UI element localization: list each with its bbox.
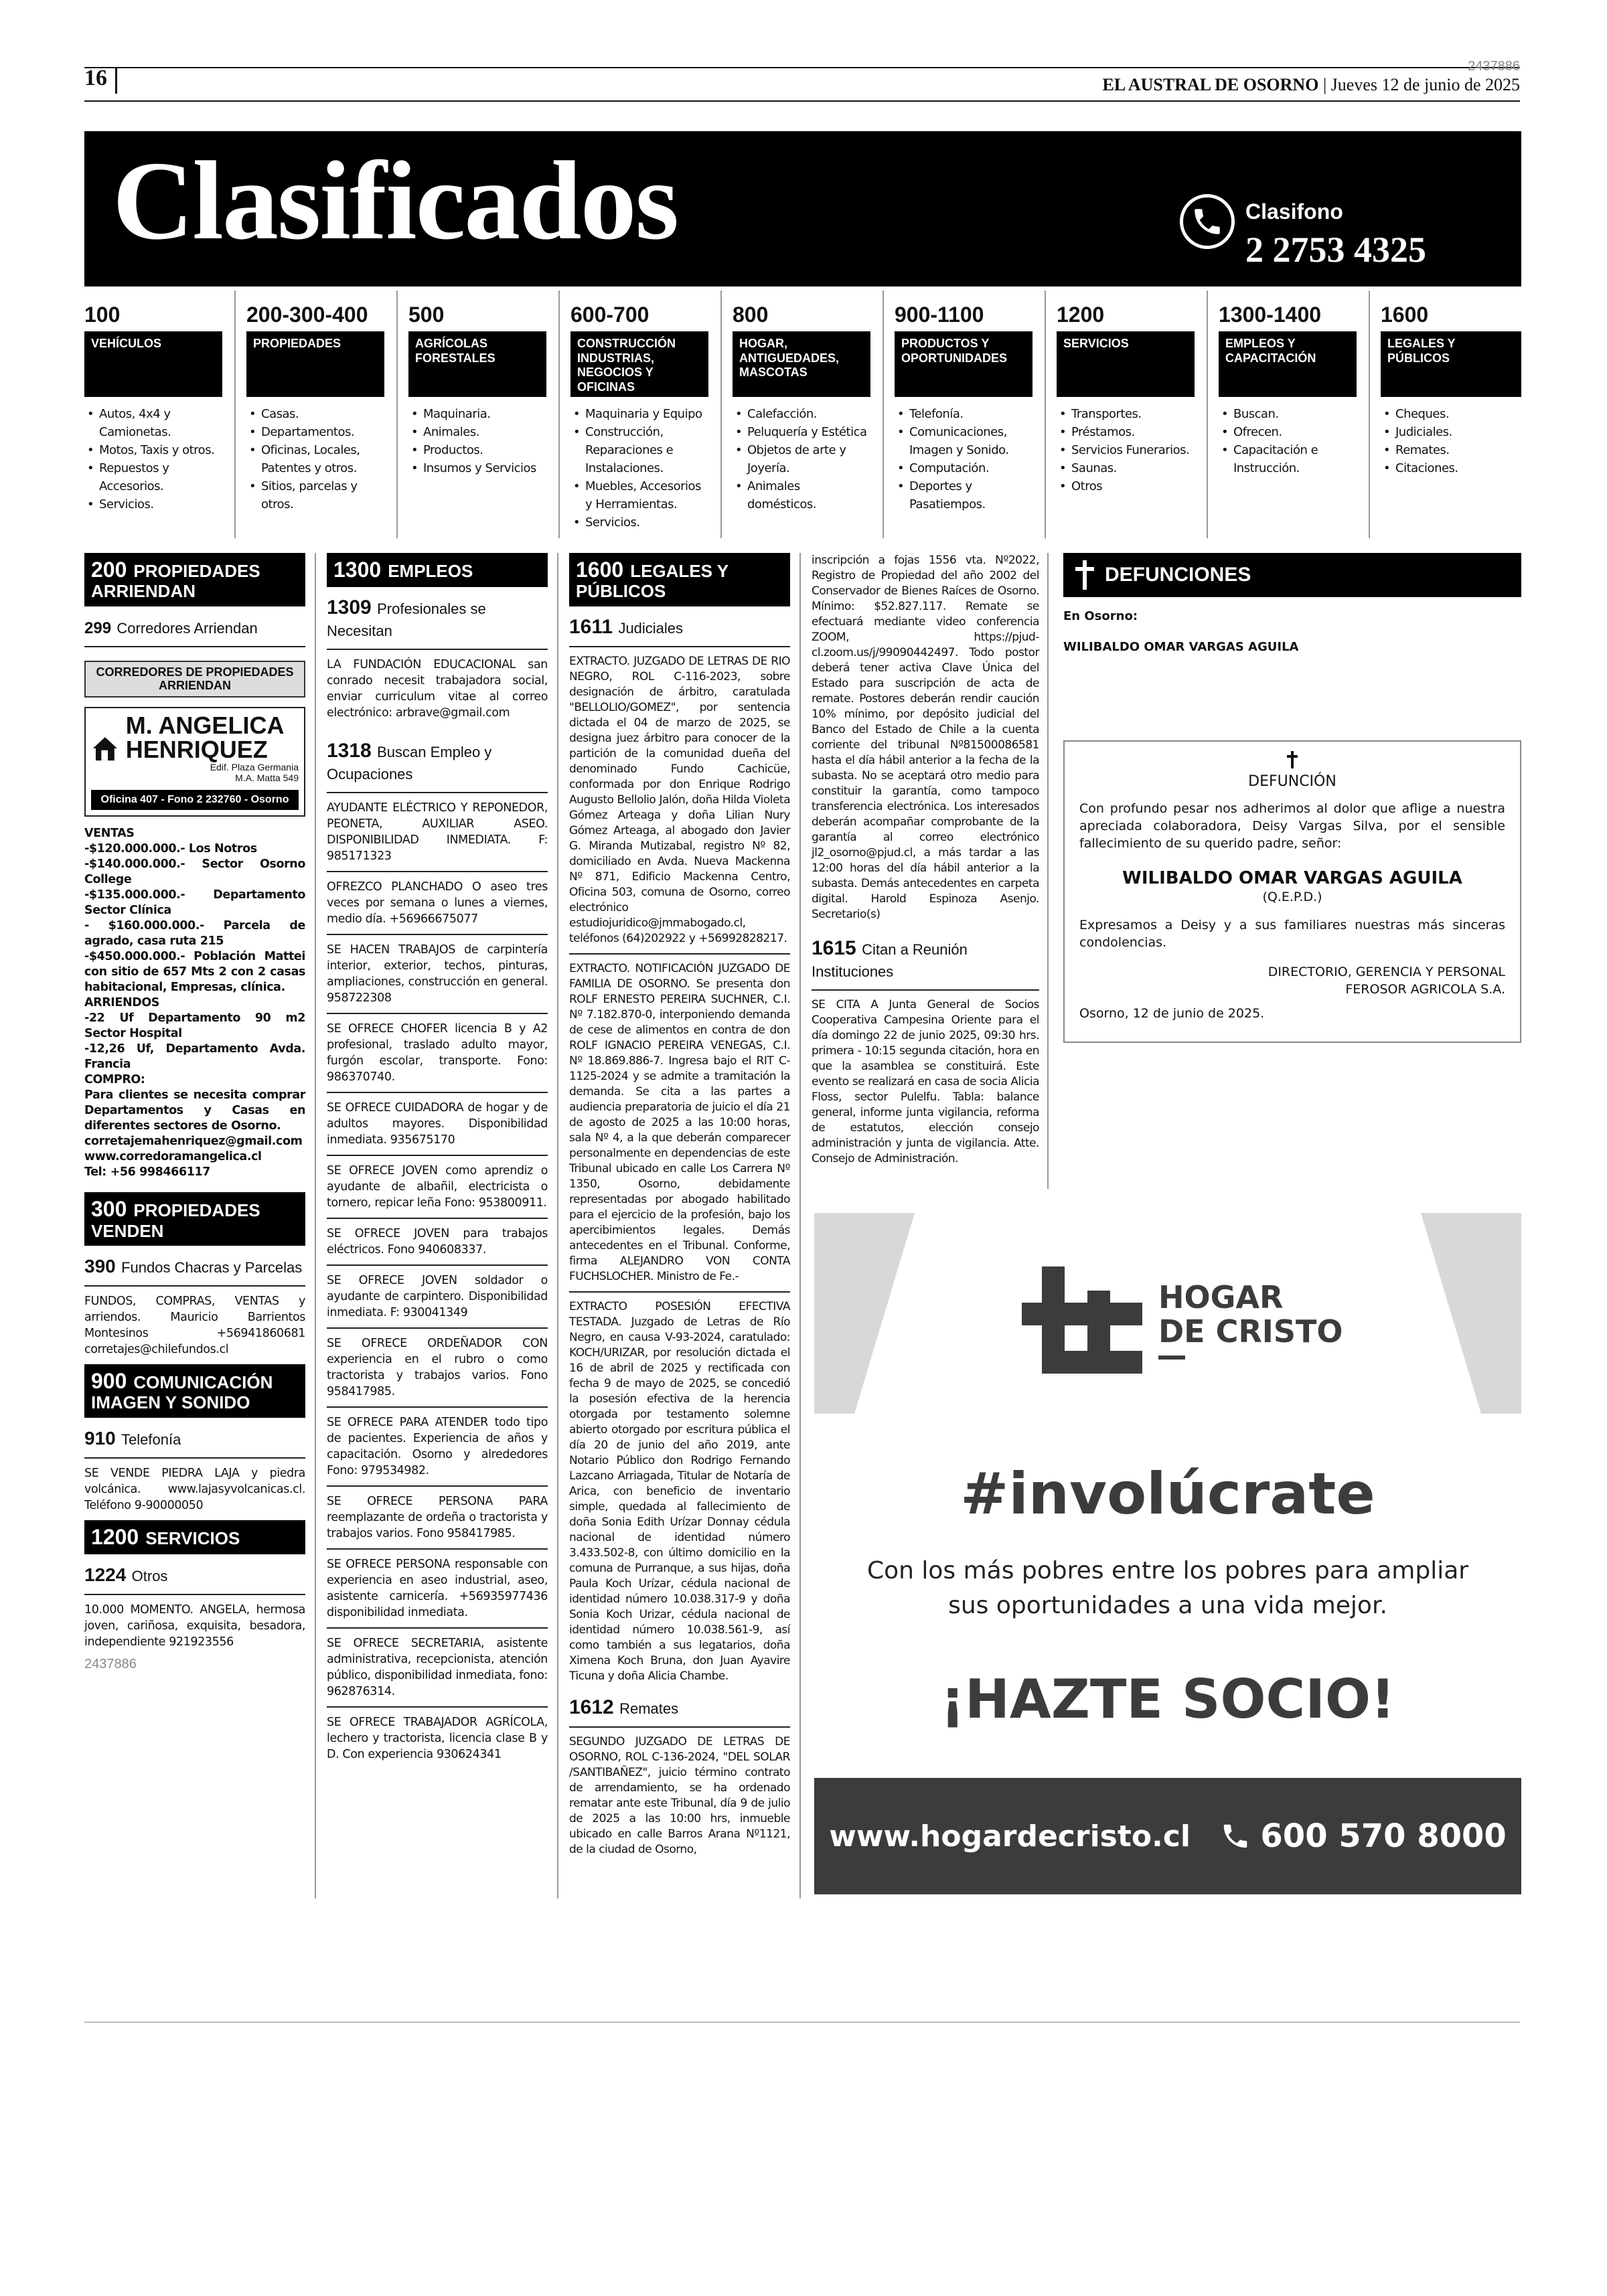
divider — [327, 792, 548, 793]
job-ad: SE HACEN TRABAJOS de carpintería interior, exterior, techos, pinturas, ampliaciones, construcción en general. 958722308 — [327, 943, 548, 1005]
hogar-brand-line-1: HOGAR — [1158, 1279, 1284, 1316]
category-label: EMPLEOS Y CAPACITACIÓN — [1219, 331, 1357, 397]
divider — [812, 989, 1039, 991]
job-ad: SE OFRECE ORDEÑADOR CON experiencia en el rubro o como tractorista y trabajos varios. Fono 958417985. — [327, 1337, 548, 1399]
divider — [327, 1548, 548, 1550]
category-number: 500 — [408, 303, 445, 327]
column-divider — [1047, 553, 1049, 1189]
column-empleos — [327, 553, 548, 1769]
column-remates-citaciones — [812, 553, 1039, 1167]
category-divider — [396, 291, 398, 538]
divider — [327, 1627, 548, 1629]
divider — [84, 1594, 305, 1595]
category-item: • Citaciones. — [1381, 459, 1521, 477]
divider — [327, 1706, 548, 1708]
divider — [327, 1013, 548, 1014]
category-item: • Telefonía. — [895, 405, 1032, 423]
section-header-300 — [84, 1192, 305, 1246]
divider — [327, 871, 548, 872]
subsection-title: Corredores Arriendan — [117, 619, 258, 637]
category-label: LEGALES Y PÚBLICOS — [1381, 331, 1521, 397]
category-label: VEHÍCULOS — [84, 331, 222, 397]
subsection-1309 — [327, 596, 548, 641]
category-item: • Peluquería y Estética — [733, 423, 870, 441]
subsection-1611 — [569, 616, 790, 638]
logo-address-2: M.A. Matta 549 — [235, 772, 299, 784]
defuncion-notice-box — [1063, 740, 1521, 1043]
category-items — [408, 405, 546, 477]
momento-ad: 10.000 MOMENTO. ANGELA, hermosa joven, cariñosa, exquisita, besadora, independiente 921923556 — [84, 1603, 305, 1649]
fundos-ad: FUNDOS, COMPRAS, VENTAS y arriendos. Mauricio Barrientos Montesinos +56941860681 corretajes@chilefundos.cl — [84, 1295, 305, 1357]
divider — [327, 1485, 548, 1487]
category-items — [1219, 405, 1357, 477]
defunciones-city: En Osorno: — [1063, 609, 1138, 623]
doc-id-bottom: 2437886 — [84, 1657, 137, 1672]
category-number: 1600 — [1381, 303, 1429, 327]
hogar-brand-line-2: DE CRISTO — [1158, 1313, 1343, 1349]
subsection-number: 1318 — [327, 740, 372, 762]
divider — [327, 649, 548, 650]
section-number: 1200 — [91, 1524, 139, 1549]
section-header-1200 — [84, 1520, 305, 1554]
divider — [327, 1327, 548, 1329]
section-number: 900 — [91, 1369, 127, 1394]
job-ad: SE OFRECE CHOFER licencia B y A2 profesional, traslado adulto mayor, furgón escolar, transporte. Fono: 986370740. — [327, 1022, 548, 1084]
defuncion-signature-1: DIRECTORIO, GERENCIA Y PERSONAL — [1268, 965, 1505, 979]
divider — [327, 1264, 548, 1266]
hogar-cta: ¡HAZTE SOCIO! — [940, 1668, 1395, 1730]
subsection-1224 — [84, 1564, 305, 1586]
section-header-900 — [84, 1364, 305, 1418]
page-number: 16 — [84, 66, 107, 90]
job-ad: AYUDANTE ELÉCTRICO Y REPONEDOR, PEONETA, AUXILIAR ASEO. DISPONIBILIDAD INMEDIATA. F: 985171323 — [327, 801, 548, 864]
subsection-title: Remates — [619, 1700, 679, 1717]
hogar-footer-bar — [814, 1778, 1521, 1894]
category-number: 800 — [733, 303, 769, 327]
job-ad: SE OFRECE SECRETARIA, asistente administrativa, recepcionista, atención público, disponibilidad inmediata, fono: 962876314. — [327, 1637, 548, 1699]
divider — [327, 1406, 548, 1408]
defuncion-date: Osorno, 12 de junio de 2025. — [1079, 1006, 1265, 1021]
issue-date: Jueves 12 de junio de 2025 — [1330, 75, 1520, 94]
hogar-tagline-1: Con los más pobres entre los pobres para ampliar — [866, 1557, 1469, 1584]
hogar-hashtag: #involúcrate — [960, 1461, 1375, 1528]
divider — [84, 1285, 305, 1287]
doc-id-top: 2437886 — [1468, 59, 1520, 74]
house-icon — [91, 724, 119, 773]
category-label: HOGAR, ANTIGUEDADES, MASCOTAS — [733, 331, 870, 397]
category-label: PROPIEDADES — [246, 331, 384, 397]
job-ad: SE OFRECE CUIDADORA de hogar y de adultos mayores. Disponibilidad inmediata. 935675170 — [327, 1101, 548, 1147]
section-title: COMUNICACIÓN IMAGEN Y SONIDO — [91, 1372, 273, 1413]
category-item: • Comunicaciones, Imagen y Sonido. — [895, 423, 1032, 459]
section-title: EMPLEOS — [388, 561, 473, 581]
category-items — [570, 405, 708, 531]
category-item: • Maquinaria. — [408, 405, 546, 423]
category-item: • Construcción, Reparaciones e Instalaciones. — [570, 423, 708, 477]
section-header-1600 — [569, 553, 790, 606]
angelica-henriquez-logo — [84, 707, 305, 817]
angelica-listings: VENTAS -$120.000.000.- Los Notros -$140.000.000.- Sector Osorno College -$135.000.000.- Departamento Sector Clínica - $160.000.000.- Parcela de agrado, casa ruta 215 -$450.000.000.- Población Mattei con sitio de 657 Mts 2 con 2 casas habitacional, Empresas, clínica. ARRIENDOS -22 Uf Departamento 90 m2 Sector Hospital -12,26 Uf, Departamento Avda. Francia COMPRO: Para clientes se necesita comprar Departamentos y Casas en diferentes sectores de Osorno. corretajemahenriquez@gmail.com www.corredoramangelica.cl Tel: +56 998466117 — [84, 827, 305, 1179]
category-1300-1400 — [1219, 303, 1357, 537]
phone-icon — [1180, 194, 1235, 249]
category-number: 200-300-400 — [246, 303, 368, 327]
subsection-title: Otros — [131, 1568, 168, 1585]
divider — [569, 1291, 790, 1293]
category-item: • Cheques. — [1381, 405, 1521, 423]
job-ad: SE OFRECE PERSONA PARA reemplazante de ordeña o tractorista y trabajos varios. Fono 958417985. — [327, 1495, 548, 1541]
category-item: • Maquinaria y Equipo — [570, 405, 708, 423]
category-1200 — [1057, 303, 1195, 537]
category-item: • Computación. — [895, 459, 1032, 477]
hogar-logo — [1022, 1266, 1343, 1374]
divider — [569, 646, 790, 647]
category-200-300-400 — [246, 303, 384, 537]
category-divider — [720, 291, 722, 538]
job-ad: SE OFRECE PARA ATENDER todo tipo de pacientes. Experiencia de años y capacitación. Osorno y alrededores Fono: 979534982. — [327, 1416, 548, 1478]
job-ad: OFREZCO PLANCHADO O aseo tres veces por semana o lunes a viernes, medio día. +56966675077 — [327, 880, 548, 926]
category-item: • Productos. — [408, 441, 546, 459]
category-item: • Ofrecen. — [1219, 423, 1357, 441]
clasifono-label: Clasifono — [1245, 199, 1343, 224]
category-divider — [558, 291, 560, 538]
subsection-390 — [84, 1255, 305, 1277]
category-item: • Saunas. — [1057, 459, 1195, 477]
subsection-title: Citan a Reunión Instituciones — [812, 941, 968, 980]
subsection-number: 1611 — [569, 615, 613, 638]
defuncion-condolences: Expresamos a Deisy y a sus familiares nuestras más sinceras condolencias. — [1079, 918, 1505, 950]
clasifono-number: 2 2753 4325 — [1245, 230, 1426, 270]
subsection-number: 1224 — [84, 1564, 127, 1586]
category-divider — [1369, 291, 1370, 538]
column-divider — [557, 553, 558, 1898]
piedra-laja-ad: SE VENDE PIEDRA LAJA y piedra volcánica. www.lajasyvolcanicas.cl. Teléfono 9-90000050 — [84, 1466, 305, 1512]
category-label: PRODUCTOS Y OPORTUNIDADES — [895, 331, 1032, 397]
category-item: • Muebles, Accesorios y Herramientas. — [570, 477, 708, 513]
divider — [327, 934, 548, 935]
category-item: • Deportes y Pasatiempos. — [895, 477, 1032, 513]
defuncion-deceased-name: WILIBALDO OMAR VARGAS AGUILA — [1122, 868, 1462, 888]
category-item: • Autos, 4x4 y Camionetas. — [84, 405, 222, 441]
category-label: AGRÍCOLAS FORESTALES — [408, 331, 546, 397]
section-title: LEGALES Y PÚBLICOS — [576, 561, 729, 602]
category-label: SERVICIOS — [1057, 331, 1195, 397]
cita-notice: SE CITA A Junta General de Socios Cooperativa Campesina Oriente para el día domingo 22 de junio 2025, 09:30 hrs. primera - 10:15 segunda citación, hora en que la asamblea se constituirá. Este evento se realizará en casa de socia Alicia Floss, sector Pulelfu. Tabla: balance general, informe junta vigilancia, reforma de estatutos, elección consejo administración y junta de vigilancia. Atte. Consejo de Administración. — [812, 998, 1039, 1165]
column-propiedades — [84, 553, 305, 1672]
column-divider — [799, 553, 801, 1898]
category-item: • Departamentos. — [246, 423, 384, 441]
category-number: 900-1100 — [895, 303, 984, 327]
subsection-title: Profesionales se Necesitan — [327, 600, 486, 640]
job-ad: SE OFRECE JOVEN como aprendiz o ayudante de albañil, electricista o tornero, repicar leña Fono: 953800911. — [327, 1164, 548, 1210]
defunciones-title: DEFUNCIONES — [1105, 564, 1251, 586]
category-item: • Casas. — [246, 405, 384, 423]
section-number: 300 — [91, 1197, 127, 1222]
corredores-label: CORREDORES DE PROPIEDADES ARRIENDAN — [84, 661, 305, 698]
subsection-299 — [84, 616, 305, 638]
subsection-number: 299 — [84, 619, 112, 637]
job-ad: SE OFRECE JOVEN para trabajos eléctricos. Fono 940608337. — [327, 1227, 548, 1257]
subsection-title: Judiciales — [618, 619, 684, 637]
defuncion-title: DEFUNCIÓN — [1248, 773, 1336, 790]
category-item: • Servicios Funerarios. — [1057, 441, 1195, 459]
remate-continuation: inscripción a fojas 1556 vta. Nº2022, Registro de Propiedad del año 2002 del Conservador de Bienes Raíces de Osorno. Mínimo: $52.827.117. Remate se efectuará mediante video conferencia ZOOM, https://pjud-cl.zoom.us/j/99090442497. Todo postor deberá tener activa Clave Única del Estado para suscripción de acta de remate. Postores deberán rendir caución 10% mínimo, por depósito judicial del Banco del Estado de Chile a la cuenta corriente del tribunal Nº81500086581 hasta el día hábil anterior a la fecha de la subasta. No se aceptará otro medio para constituir la garantía, como tampoco transferencia electrónica. Los interesados deberán acompañar comprobante de la garantía al correo electrónico jl2_osorno@pjud.cl, a más tardar a las 12:00 horas del día hábil anterior a la subasta. Demás antecedentes en carpeta digital. Harold Espinoza Asenjo. Secretario(s) — [812, 554, 1039, 921]
section-header-1300 — [327, 553, 548, 587]
section-number: 1300 — [333, 558, 382, 582]
defunciones-header — [1063, 553, 1521, 597]
category-items — [895, 405, 1032, 513]
hogar-tagline-2: sus oportunidades a una vida mejor. — [948, 1592, 1387, 1619]
subsection-title: Telefonía — [121, 1430, 181, 1448]
category-index — [84, 303, 1521, 537]
category-800 — [733, 303, 870, 537]
subsection-number: 1309 — [327, 596, 372, 619]
category-items — [1057, 405, 1195, 495]
category-item: • Calefacción. — [733, 405, 870, 423]
job-ad: SE OFRECE TRABAJADOR AGRÍCOLA, lechero y tractorista, licencia clase B y D. Con experiencia 930624341 — [327, 1716, 548, 1762]
divider — [569, 1726, 790, 1728]
section-title: PROPIEDADES ARRIENDAN — [91, 561, 260, 602]
category-500 — [408, 303, 546, 537]
defuncion-qepd: (Q.E.P.D.) — [1262, 890, 1322, 904]
divider — [327, 1218, 548, 1219]
category-divider — [883, 291, 884, 538]
divider — [327, 1092, 548, 1093]
masthead-line: EL AUSTRAL DE OSORNO | Jueves 12 de junio de 2025 — [1102, 75, 1520, 94]
extracto-bellolio: EXTRACTO. JUZGADO DE LETRAS DE RIO NEGRO, ROL C-116-2023, sobre designación de árbitro, caratulada "BELLOLIO/GOMEZ", por sentencia dictada el 04 de marzo de 2025, se designa juez árbitro para conocer de la partición de la comunidad dueña del denominado Fundo Cachicüe, conformada por don Enrique Rodrigo Augusto Bellolio Jalón, doña Hilda Violeta Gómez Arteaga y doña Lilian Nury Gómez Arteaga, al abogado don Javier G. Miranda Mutizabal, registro Nº 82, domiciliado en Avda. Nueva Mackenna Nº 871, Edificio Mackenna Centro, Oficina 503, comuna de Osorno, correo electrónico estudiojuridico@jmmabogado.cl, teléfonos (64)202922 y +56992828217. — [569, 654, 790, 945]
category-item: • Otros — [1057, 477, 1195, 495]
subsection-1318 — [327, 740, 548, 784]
newspaper-name: EL AUSTRAL DE OSORNO — [1102, 75, 1319, 94]
category-divider — [234, 291, 236, 538]
category-1600 — [1381, 303, 1521, 537]
category-item: • Buscan. — [1219, 405, 1357, 423]
category-items — [1381, 405, 1521, 477]
category-item: • Préstamos. — [1057, 423, 1195, 441]
phone-icon — [1220, 1821, 1251, 1852]
category-item: • Servicios. — [570, 513, 708, 531]
defunciones-name: WILIBALDO OMAR VARGAS AGUILA — [1063, 640, 1299, 654]
category-item: • Animales domésticos. — [733, 477, 870, 513]
category-item: • Servicios. — [84, 495, 222, 513]
remate-notice: SEGUNDO JUZGADO DE LETRAS DE OSORNO, ROL C-136-2024, "DEL SOLAR /SANTIBAÑEZ", juicio término contrato de arrendamiento, se ha ordenado rematar ante este Tribunal, día 9 de julio de 2025 a las 10:00 hrs, inmueble ubicado en calle Barros Arana Nº1121, de la ciudad de Osorno, — [569, 1734, 790, 1856]
fundacion-ad: LA FUNDACIÓN EDUCACIONAL san conrado necesit trabajadora social, enviar curriculum vitae al correo electrónico: arbrave@gmail.com — [327, 658, 548, 720]
category-number: 600-700 — [570, 303, 649, 327]
category-item: • Objetos de arte y Joyería. — [733, 441, 870, 477]
section-title: PROPIEDADES VENDEN — [91, 1200, 260, 1241]
category-label: CONSTRUCCIÓN INDUSTRIAS, NEGOCIOS Y OFICINAS — [570, 331, 708, 397]
category-items — [246, 405, 384, 513]
subsection-number: 390 — [84, 1256, 116, 1277]
category-item: • Animales. — [408, 423, 546, 441]
job-ad: SE OFRECE PERSONA responsable con experiencia en aseo industrial, aseo, asistente carnicería. +56935977436 disponibilidad inmediata. — [327, 1558, 548, 1620]
column-divider — [315, 553, 316, 1898]
category-divider — [1045, 291, 1046, 538]
header-top-rule — [84, 67, 1520, 68]
hogar-url[interactable]: www.hogardecristo.cl — [829, 1819, 1191, 1854]
category-900-1100 — [895, 303, 1032, 537]
job-ad: SE OFRECE JOVEN soldador o ayudante de carpintero. Disponibilidad inmediata. F: 930041349 — [327, 1274, 548, 1320]
subsection-number: 910 — [84, 1427, 116, 1449]
clasificados-banner — [84, 131, 1521, 286]
category-item: • Insumos y Servicios — [408, 459, 546, 477]
category-divider — [1207, 291, 1208, 538]
subsection-number: 1612 — [569, 1696, 614, 1718]
category-600-700 — [570, 303, 708, 537]
category-item: • Oficinas, Locales, Patentes y otros. — [246, 441, 384, 477]
subsection-1612 — [569, 1696, 790, 1718]
column-legales — [569, 553, 790, 1858]
defuncion-cross-icon — [1079, 751, 1505, 773]
subsection-title: Fundos Chacras y Parcelas — [121, 1259, 303, 1277]
category-item: • Sitios, parcelas y otros. — [246, 477, 384, 513]
category-100 — [84, 303, 222, 537]
subsection-title: Buscan Empleo y Ocupaciones — [327, 744, 492, 783]
category-number: 1300-1400 — [1219, 303, 1322, 327]
section-header-200 — [84, 553, 305, 606]
cross-icon — [1075, 560, 1094, 590]
section-title: SERVICIOS — [145, 1528, 240, 1548]
divider — [569, 953, 790, 955]
category-item: • Repuestos y Accesorios. — [84, 459, 222, 495]
category-number: 100 — [84, 303, 121, 327]
banner-title: Clasificados — [112, 139, 678, 263]
category-item: • Capacitación e Instrucción. — [1219, 441, 1357, 477]
divider — [84, 646, 305, 647]
hogar-de-cristo-logo-icon — [1022, 1266, 1142, 1374]
subsection-number: 1615 — [812, 937, 856, 959]
category-items — [84, 405, 222, 513]
category-items — [733, 405, 870, 513]
logo-address-1: Edif. Plaza Germania — [210, 762, 299, 773]
hogar-de-cristo-ad — [814, 1213, 1521, 1894]
category-item: • Transportes. — [1057, 405, 1195, 423]
page-number-divider — [115, 67, 117, 94]
divider — [84, 1457, 305, 1459]
logo-footer: Oficina 407 - Fono 2 232760 - Osorno — [91, 790, 299, 810]
divider — [327, 1155, 548, 1156]
defuncion-signature-2: FEROSOR AGRICOLA S.A. — [1345, 982, 1505, 997]
subsection-1615 — [812, 937, 1039, 981]
section-number: 1600 — [576, 558, 624, 582]
hogar-phone[interactable]: 600 570 8000 — [1260, 1817, 1507, 1855]
section-number: 200 — [91, 558, 127, 582]
logo-name: M. ANGELICA HENRIQUEZ — [125, 712, 284, 764]
category-item: • Remates. — [1381, 441, 1521, 459]
subsection-910 — [84, 1427, 305, 1449]
category-number: 1200 — [1057, 303, 1105, 327]
header-bottom-rule — [84, 100, 1520, 102]
page-bottom-rule — [84, 2022, 1520, 2023]
extracto-posesion: EXTRACTO POSESIÓN EFECTIVA TESTADA. Juzgado de Letras de Río Negro, en causa V-93-2024, caratulado: KOCH/URIZAR, por resolución dictada el 16 de abril de 2025 y rectificada con fecha 9 de mayo de 2025, se concedió la posesión efectiva de la herencia otorgada por testamento solemne abierto otorgado por escritura pública el día 20 de junio del año 2019, ante Notario Público don Rodrigo Fernando Lazcano Arriagada, Titular de Notaría de Arica, con beneficio de inventario simple, quedada al fallecimiento de doña Sonia Edith Urízar Donnay cédula nacional de identidad número 3.433.502-8, con último domicilio en la comuna de Purranque, a sus hijas, doña Paula Koch Urízar, cédula nacional de identidad número 10.038.317-9 y doña Sonia Koch Urizar, cédula nacional de identidad número 10.038.561-9, así como también a sus legatarios, doña Ximena Koch Bruna, don Juan Ayavire Ticuna y doña Alicia Chambe. — [569, 1299, 790, 1683]
hogar-brand-dash — [1158, 1356, 1185, 1360]
category-item: • Motos, Taxis y otros. — [84, 441, 222, 459]
extracto-notificacion: EXTRACTO. NOTIFICACIÓN JUZGADO DE FAMILIA DE OSORNO. Se presenta don ROLF ERNESTO PEREIRA SUCHNER, C.I. Nº 7.182.870-0, interponiendo demanda de cese de alimentos en contra de don ROLF IGNACIO PEREIRA VENEGAS, C.I. Nº 18.869.886-7. Ingresa bajo el RIT C-1125-2024 y se admite a tramitación la demanda. Se cita a las partes a audiencia preparatoria de juicio el día 21 de agosto de 2025 a las 10:00 horas, sala Nº 4, a la que deberán comparecer personalmente en dependencias de este Tribunal ubicado en calle Los Carrera Nº 1350, Osorno, debidamente representadas por abogado habilitado para el ejercicio de la profesión, bajo los apercibimientos legales. Demás antecedentes en el Tribunal. Conforme, firma ALEJANDRO VON CONTA FUCHSLOCHER. Ministro de Fe.- — [569, 961, 790, 1283]
defuncion-text: Con profundo pesar nos adherimos al dolor que aflige a nuestra apreciada colaboradora, Deisy Vargas Silva, por el sensible fallecimiento de su querido padre, señor: — [1079, 801, 1505, 851]
category-item: • Judiciales. — [1381, 423, 1521, 441]
